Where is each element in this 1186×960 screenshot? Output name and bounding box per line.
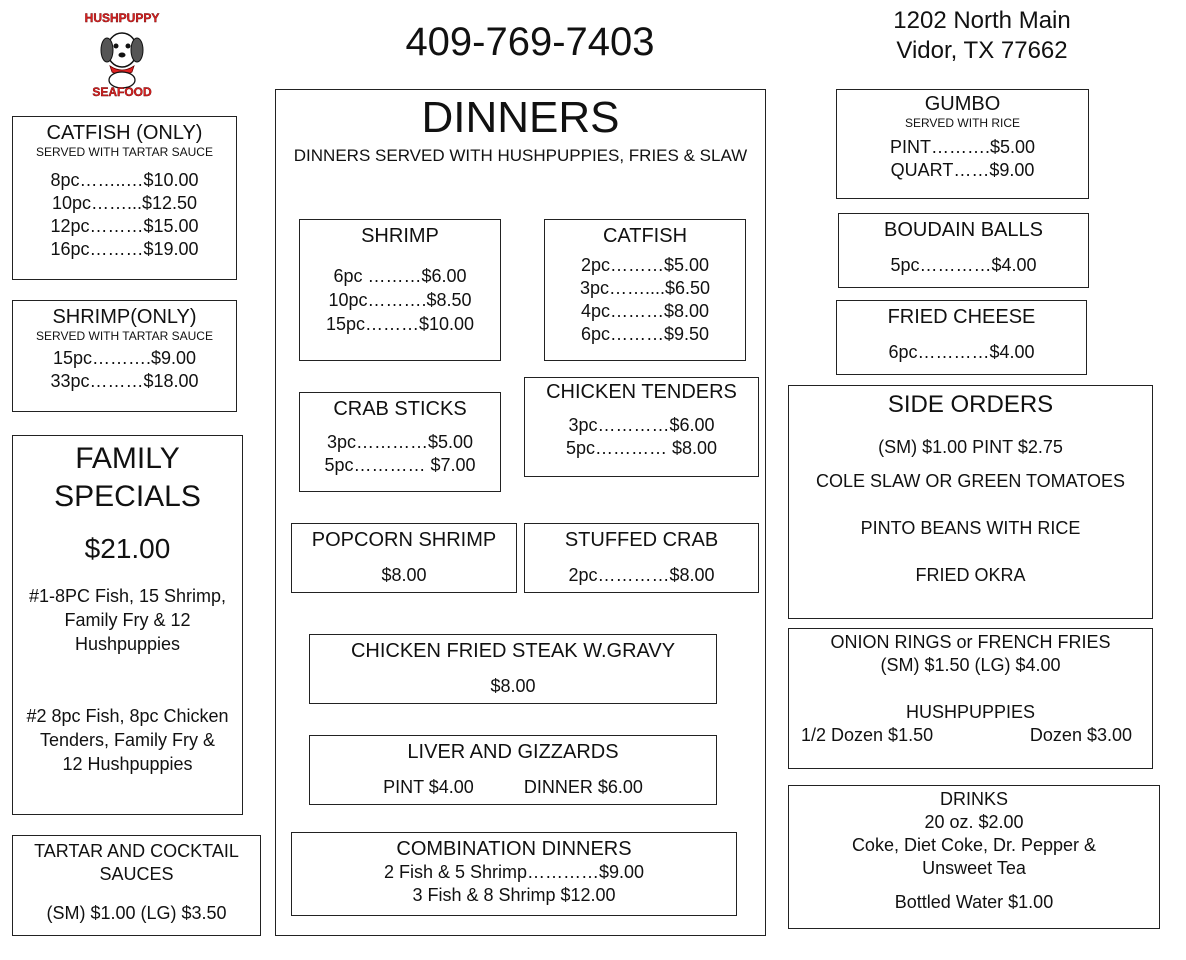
drinks-size: 20 oz. $2.00 — [924, 812, 1024, 832]
side-orders-title: SIDE ORDERS — [887, 391, 1054, 418]
shrimp-dinner-item: 6pc ………$6.00 — [333, 266, 467, 286]
hushpuppies-title: HUSHPUPPIES — [905, 702, 1036, 722]
chicken-fried-steak-title: CHICKEN FRIED STEAK W.GRAVY — [350, 640, 676, 662]
hushpuppies-dozen: Dozen $3.00 — [1029, 725, 1132, 745]
hushpuppies-half-dozen: 1/2 Dozen $1.50 — [801, 725, 934, 745]
dog-icon — [80, 8, 164, 98]
family-special-1-line: Hushpuppies — [74, 634, 181, 654]
side-order-item: PINTO BEANS WITH RICE — [860, 518, 1081, 538]
shrimp-only-item: 15pc……….$9.00 — [52, 348, 197, 368]
catfish-only-title: CATFISH (ONLY) — [46, 122, 203, 144]
address-line-1: 1202 North Main — [893, 7, 1071, 34]
gumbo-item: PINT……….$5.00 — [889, 137, 1036, 157]
shrimp-only-box — [12, 300, 237, 412]
dinners-subtitle: DINNERS SERVED WITH HUSHPUPPIES, FRIES & SLAW — [293, 146, 748, 165]
catfish-only-item: 12pc………$15.00 — [50, 216, 199, 236]
chicken-tenders-item: 5pc………… $8.00 — [565, 438, 718, 458]
catfish-dinner-item: 2pc………$5.00 — [580, 255, 710, 275]
logo-bottom-text: SEAFOOD — [92, 85, 152, 98]
boudain-title: BOUDAIN BALLS — [884, 219, 1043, 241]
shrimp-dinner-box — [299, 219, 501, 361]
combination-item: 3 Fish & 8 Shrimp $12.00 — [412, 885, 616, 905]
shrimp-dinner-item: 15pc………$10.00 — [325, 314, 475, 334]
catfish-dinner-item: 6pc………$9.50 — [580, 324, 710, 344]
fried-cheese-box — [836, 300, 1087, 375]
onion-rings-title: ONION RINGS or FRENCH FRIES — [830, 632, 1111, 652]
drinks-line-2: Unsweet Tea — [922, 858, 1026, 878]
onion-rings-price: (SM) $1.50 (LG) $4.00 — [880, 655, 1061, 675]
catfish-only-subtitle: SERVED WITH TARTAR SAUCE — [36, 145, 213, 159]
family-special-1-line: Family Fry & 12 — [64, 610, 191, 630]
catfish-only-item: 8pc……..…$10.00 — [50, 170, 199, 190]
combination-title: COMBINATION DINNERS — [396, 838, 632, 860]
catfish-dinner-box — [544, 219, 746, 361]
gumbo-subtitle: SERVED WITH RICE — [904, 116, 1021, 130]
drinks-line-1: Coke, Diet Coke, Dr. Pepper & — [851, 835, 1097, 855]
sauces-price: (SM) $1.00 (LG) $3.50 — [46, 903, 227, 923]
shrimp-only-item: 33pc………$18.00 — [50, 371, 199, 391]
chicken-fried-steak-box — [309, 634, 717, 704]
sauces-title-2: SAUCES — [99, 864, 174, 884]
liver-gizzards-pint: PINT $4.00 — [383, 777, 474, 797]
chicken-tenders-title: CHICKEN TENDERS — [546, 381, 737, 403]
family-special-2-line: #2 8pc Fish, 8pc Chicken — [26, 706, 229, 726]
hushpuppy-logo — [80, 8, 164, 98]
catfish-dinner-title: CATFISH — [602, 225, 688, 247]
dinners-box — [275, 89, 766, 936]
shrimp-dinner-item: 10pc……….$8.50 — [328, 290, 472, 310]
liver-gizzards-box — [309, 735, 717, 805]
chicken-tenders-item: 3pc…………$6.00 — [568, 415, 715, 435]
address — [862, 6, 1102, 66]
logo-top-text: HUSHPUPPY — [84, 11, 160, 25]
gumbo-box — [836, 89, 1089, 199]
gumbo-title: GUMBO — [924, 93, 1001, 115]
crab-sticks-title: CRAB STICKS — [333, 398, 467, 420]
side-order-item: COLE SLAW OR GREEN TOMATOES — [815, 471, 1126, 491]
hushpuppies-prices — [789, 724, 1152, 747]
sauces-title-1: TARTAR AND COCKTAIL — [34, 841, 239, 861]
boudain-price: 5pc…………$4.00 — [890, 255, 1037, 275]
liver-gizzards-title: LIVER AND GIZZARDS — [407, 741, 619, 763]
popcorn-shrimp-box — [291, 523, 517, 593]
catfish-dinner-item: 3pc……....$6.50 — [579, 278, 711, 298]
family-special-2-line: 12 Hushpuppies — [62, 754, 193, 774]
catfish-dinner-item: 4pc………$8.00 — [580, 301, 710, 321]
combination-item: 2 Fish & 5 Shrimp…………$9.00 — [383, 862, 645, 882]
stuffed-crab-box — [524, 523, 759, 593]
crab-sticks-item: 5pc………… $7.00 — [324, 455, 476, 475]
catfish-only-item: 10pc……...$12.50 — [51, 193, 198, 213]
drinks-water: Bottled Water $1.00 — [894, 892, 1054, 912]
stuffed-crab-title: STUFFED CRAB — [564, 529, 719, 551]
family-special-1-line: #1-8PC Fish, 15 Shrimp, — [28, 586, 227, 606]
gumbo-item: QUART……$9.00 — [890, 160, 1035, 180]
side-orders-price: (SM) $1.00 PINT $2.75 — [878, 437, 1063, 457]
drinks-box — [788, 785, 1160, 929]
combination-dinners-box — [291, 832, 737, 916]
liver-gizzards-prices — [310, 776, 716, 799]
family-specials-box — [12, 435, 243, 815]
liver-gizzards-dinner: DINNER $6.00 — [523, 777, 643, 797]
fried-cheese-title: FRIED CHEESE — [887, 306, 1036, 328]
catfish-only-box — [12, 116, 237, 280]
address-line-2: Vidor, TX 77662 — [896, 37, 1068, 64]
onion-rings-box — [788, 628, 1153, 769]
dinners-title: DINNERS — [421, 93, 620, 142]
family-title-1: FAMILY — [75, 442, 180, 475]
crab-sticks-box — [299, 392, 501, 492]
chicken-tenders-box — [524, 377, 759, 477]
crab-sticks-item: 3pc…………$5.00 — [326, 432, 474, 452]
popcorn-shrimp-title: POPCORN SHRIMP — [311, 529, 497, 551]
drinks-title: DRINKS — [939, 789, 1008, 809]
family-title-2: SPECIALS — [54, 480, 201, 513]
side-order-item: FRIED OKRA — [915, 565, 1026, 585]
sauces-box — [12, 835, 261, 936]
boudain-balls-box — [838, 213, 1089, 288]
catfish-only-item: 16pc………$19.00 — [50, 239, 199, 259]
shrimp-only-title: SHRIMP(ONLY) — [52, 306, 197, 328]
family-price: $21.00 — [84, 533, 171, 564]
shrimp-dinner-title: SHRIMP — [361, 225, 439, 247]
fried-cheese-price: 6pc…………$4.00 — [888, 342, 1035, 362]
shrimp-only-subtitle: SERVED WITH TARTAR SAUCE — [36, 329, 213, 343]
chicken-fried-steak-price: $8.00 — [490, 676, 536, 696]
stuffed-crab-price: 2pc…………$8.00 — [568, 565, 715, 585]
side-orders-box — [788, 385, 1153, 619]
family-special-2-line: Tenders, Family Fry & — [39, 730, 216, 750]
popcorn-shrimp-price: $8.00 — [381, 565, 427, 585]
phone-number: 409-769-7403 — [405, 20, 655, 64]
